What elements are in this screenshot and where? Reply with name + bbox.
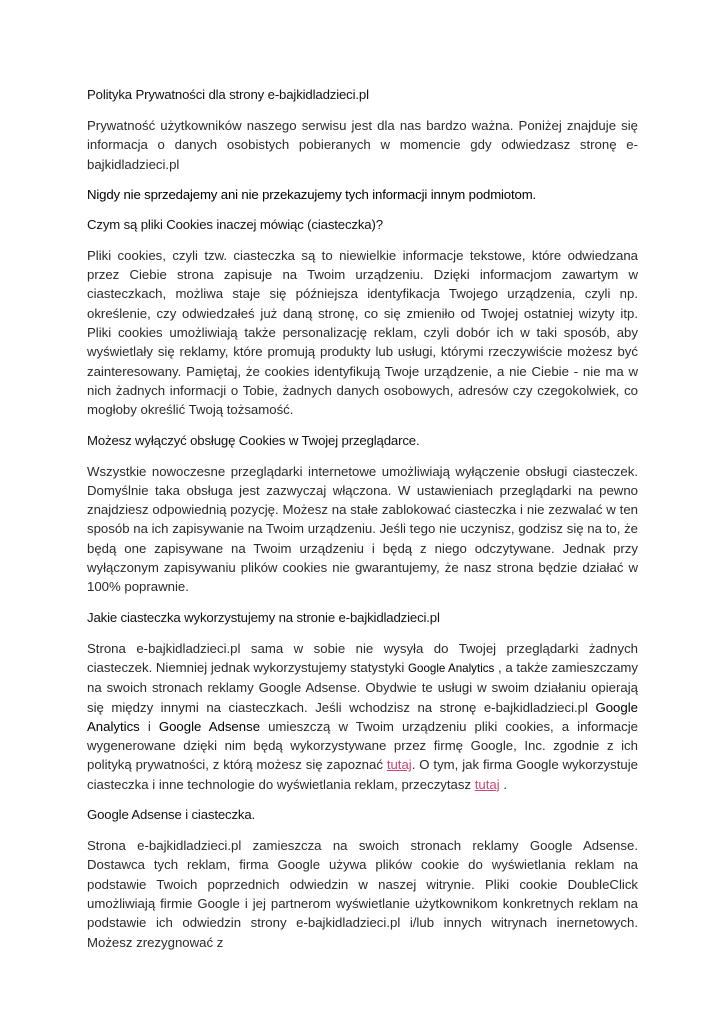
intro-paragraph: Prywatność użytkowników naszego serwisu jest dla nas bardzo ważna. Poniżej znajduje się informacja o danych osobistych pobieranych w momencie gdy odwiedzasz stronę e-bajkidladzieci.pl [87, 118, 638, 172]
adsense-heading: Google Adsense i ciasteczka. [87, 807, 256, 823]
document-title: Polityka Prywatności dla strony e-bajkidladzieci.pl [87, 87, 369, 102]
which-cookies-heading: Jakie ciasteczka wykorzystujemy na stronie e-bajkidladzieci.pl [87, 609, 440, 625]
disable-cookies-paragraph: Wszystkie nowoczesne przeglądarki internetowe umożliwiają wyłączenie obsługi ciasteczek. Domyślnie taka obsługa jest zazwyczaj włączona. W ustawieniach przeglądarki na pewno znajdziesz odpowiednią pozycję. Możesz na stałe zablokować ciasteczka i nie zezwalać w ten sposób na ich zapisywanie na Twoim urządzeniu. Jeśli tego nie uczynisz, godzisz się na to, że będą one zapisywane na Twoim urządzeniu i będą z niego odczytywane. Jednak przy wyłączonym zapisywaniu plików cookies nie gwarantujemy, że nasz strona będzie działać w 100% poprawnie. [87, 463, 638, 595]
which-text-part5: . O tym, jak firma Google wykorzystuje ciasteczka i inne technologie do wyświetlania reklam, przeczytasz [87, 757, 639, 792]
disable-cookies-heading: Możesz wyłączyć obsługę Cookies w Twojej przeglądarce. [87, 432, 420, 448]
which-text-part4: umieszczą w Twoim urządzeniu pliki cookies, a informacje wygenerowane dzięki nim będą wykorzystywane przez firmę Google, Inc. zgodnie z ich polityką prywatności, z którą możesz się zapoznać [87, 718, 639, 773]
which-text-part3: i [139, 718, 159, 734]
which-text-part6: . [499, 776, 508, 792]
privacy-policy-link[interactable]: tutaj [386, 757, 412, 773]
cookies-paragraph: Pliki cookies, czyli tzw. ciasteczka są to niewielkie informacje tekstowe, które odwiedzana przez Ciebie strona zapisuje na Twoim urządzeniu. Dzięki informacjom zawartym w ciasteczkach, możliwa staje się późniejsza identyfikacja Twojego urządzenia, czyli np. określenie, czy odwiedzałeś już daną stronę, co się zmieniło od Twojej ostatniej wizyty itp. Pliki cookies umożliwiają także personalizację reklam, czyli dobór ich w taki sposób, aby wyświetlały się reklamy, które promują produkty lub usługi, którymi rzeczywiście możesz być zainteresowany. Pamiętaj, że cookies identyfikują Twoje urządzenie, a nie Ciebie - nie ma w nich żadnych informacji o Tobie, żadnych danych osobowych, adresów czy czegokolwiek, co mogłoby określić Twoją tożsamość. [87, 247, 638, 418]
which-text-part1: Strona e-bajkidladzieci.pl sama w sobie nie wysyła do Twojej przeglądarki żadnych ciasteczek. Niemniej jednak wykorzystujemy statystyki [87, 640, 638, 675]
google-analytics-mention: Google Analytics [408, 661, 495, 675]
no-sell-statement: Nigdy nie sprzedajemy ani nie przekazujemy tych informacji innym podmiotom. [87, 186, 537, 202]
which-cookies-paragraph [87, 639, 638, 794]
cookies-heading: Czym są pliki Cookies inaczej mówiąc (ciasteczka)? [87, 216, 383, 232]
google-ads-link[interactable]: tutaj [474, 776, 500, 792]
which-text-part2: , a także zamieszczamy na swoich stronach reklamy Google Adsense. Obydwie te usługi w swoim działaniu opierają się między innymi na ciasteczkach. Jeśli wchodzisz na stronę e-bajkidladzieci.pl [87, 659, 638, 715]
google-analytics-strong: Google Analytics [87, 699, 638, 734]
google-adsense-strong: Google Adsense [158, 718, 261, 734]
adsense-paragraph: Strona e-bajkidladzieci.pl zamieszcza na swoich stronach reklamy Google Adsense. Dostawca tych reklam, firma Google używa plików cookie do wyświetlania reklam na podstawie Twoich poprzednich odwiedzin w naszej witrynie. Pliki cookie DoubleClick umożliwiają firmie Google i jej partnerom wyświetlanie użytkownikom konkretnych reklam na podstawie ich odwiedzin strony e-bajkidladzieci.pl i/lub innych witrynach inernetowych. Możesz zrezygnować z [87, 838, 638, 950]
